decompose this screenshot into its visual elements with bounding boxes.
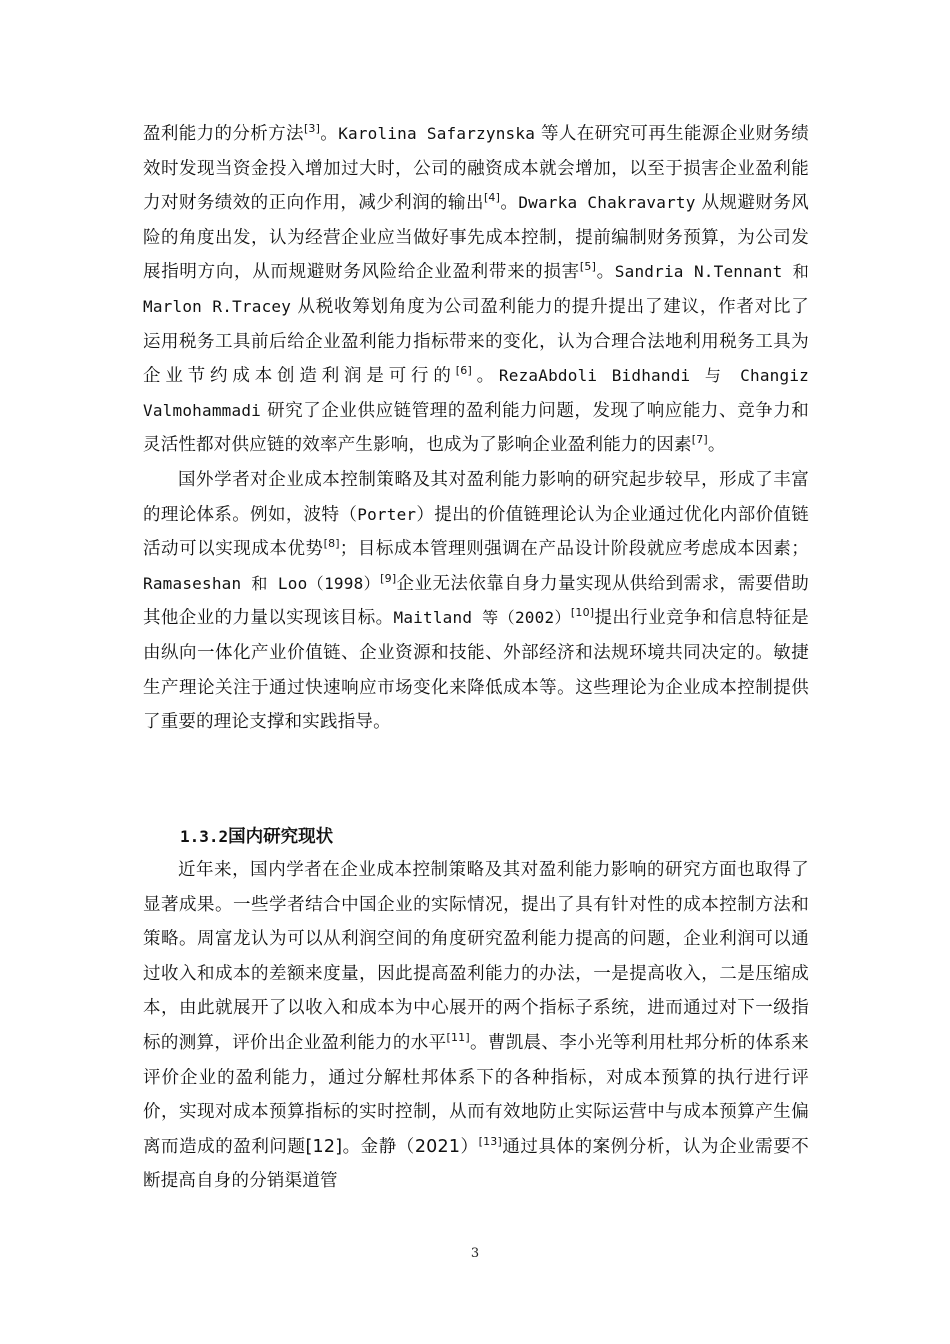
citation-marker: [5] xyxy=(579,260,597,274)
foreign-research-body xyxy=(143,117,809,740)
section-title: 国内研究现状 xyxy=(228,827,334,847)
citation-marker: [6] xyxy=(455,364,472,378)
text-run: 。 xyxy=(320,124,339,144)
citation-marker: [4] xyxy=(483,191,501,205)
author-name: Ramaseshan 和 Loo（1998） xyxy=(143,573,381,593)
paragraph-foreign-studies xyxy=(143,117,809,463)
text-run: 盈利能力的分析方法 xyxy=(143,124,304,144)
text-run: 。 xyxy=(500,193,519,214)
text-run: 企业无法依靠自身力量实现从供给到需求，需要借助其他企业的力量以实现该目标。 xyxy=(143,573,809,629)
citation-marker: [8] xyxy=(323,537,340,551)
text-run: ；目标成本管理则强调在产品设计阶段就应考虑成本因素； xyxy=(339,539,810,560)
text-run: 等人在研究可再生能源企业财务绩效时发现当资金投入增加过大时，公司的融资成本就会增加，以至于损害企业盈利能力对财务绩效的正向作用，减少利润的输出 xyxy=(143,124,810,214)
text-run: 国外学者对企业成本控制策略及其对盈利能力影响的研究起步较早，形成了丰富的理论体系。例如，波特（ xyxy=(143,469,809,525)
author-name: Dwarka Chakravarty xyxy=(518,193,696,213)
text-run: 近年来，国内学者在企业成本控制策略及其对盈利能力影响的研究方面也取得了显著成果。一些学者结合中国企业的实际情况，提出了具有针对性的成本控制方法和策略。周富龙认为可以从利润空间的角度研究盈利能力提高的问题，企业利润可以通过收入和成本的差额来度量，因此提高盈利能力的办法，一是提高收入，二是压缩成本，由此就展开了以收入和成本为中心展开的两个指标子系统，进而通过对下一级指标的测算，评价出企业盈利能力的水平 xyxy=(143,860,809,1053)
text-run: 。 xyxy=(707,435,726,456)
citation-marker: [3] xyxy=(303,122,321,135)
author-name: RezaAbdoli Bidhandi 与 Changiz Valmohammadi xyxy=(143,366,809,420)
citation-marker: [7] xyxy=(691,433,708,447)
author-name: Porter xyxy=(357,504,417,524)
citation-marker: [11] xyxy=(446,1030,470,1044)
text-run: 。 xyxy=(471,366,499,387)
text-run: 通过具体的案例分析，认为企业需要不断提高自身的分销渠道管 xyxy=(143,1136,810,1192)
text-run: 从规避财务风险的角度出发，认为经营企业应当做好事先成本控制，提前编制财务预算，为公司发展指明方向，从而规避财务风险给企业盈利带来的损害 xyxy=(143,193,810,283)
author-name: Sandria N.Tennant 和 Marlon R.Tracey xyxy=(143,262,809,316)
paragraph-domestic-studies xyxy=(143,853,809,1199)
text-run: 。 xyxy=(596,262,615,283)
page-number: 3 xyxy=(470,1246,480,1261)
text-run: 。曹凯晨、李小光等利用杜邦分析的体系来评价企业的盈利能力，通过分解杜邦体系下的各种指标，对成本预算的执行进行评价，实现对成本预算指标的实时控制，从而有效地防止实际运营中与成本预算产生偏离而造成的盈利问题[12]。金静（2021） xyxy=(143,1032,809,1157)
citation-marker: [13] xyxy=(478,1134,502,1148)
citation-marker: [9] xyxy=(380,571,397,585)
section-heading xyxy=(180,822,333,852)
author-name: Karolina Safarzynska xyxy=(338,124,536,143)
text-run: 提出行业竞争和信息特征是由纵向一体化产业价值链、企业资源和技能、外部经济和法规环境共同决定的。敏捷生产理论关注于通过快速响应市场变化来降低成本等。这些理论为企业成本控制提供了重要的理论支撑和实践指导。 xyxy=(143,608,809,733)
citation-marker: [10] xyxy=(570,606,595,620)
author-name: Maitland 等（2002） xyxy=(393,608,571,628)
section-number: 1.3.2 xyxy=(180,827,229,846)
paragraph-foreign-theory xyxy=(143,463,809,740)
text-run: 从税收筹划角度为公司盈利能力的提升提出了建议，作者对比了运用税务工具前后给企业盈利能力指标带来的变化，认为合理合法地利用税务工具为企业节约成本创造利润是可行的 xyxy=(143,296,809,387)
text-run: 研究了企业供应链管理的盈利能力问题，发现了响应能力、竞争力和灵活性都对供应链的效率产生影响，也成为了影响企业盈利能力的因素 xyxy=(143,400,809,456)
text-run: ）提出的价值链理论认为企业通过优化内部价值链活动可以实现成本优势 xyxy=(143,504,809,560)
domestic-research-body xyxy=(143,853,809,1199)
